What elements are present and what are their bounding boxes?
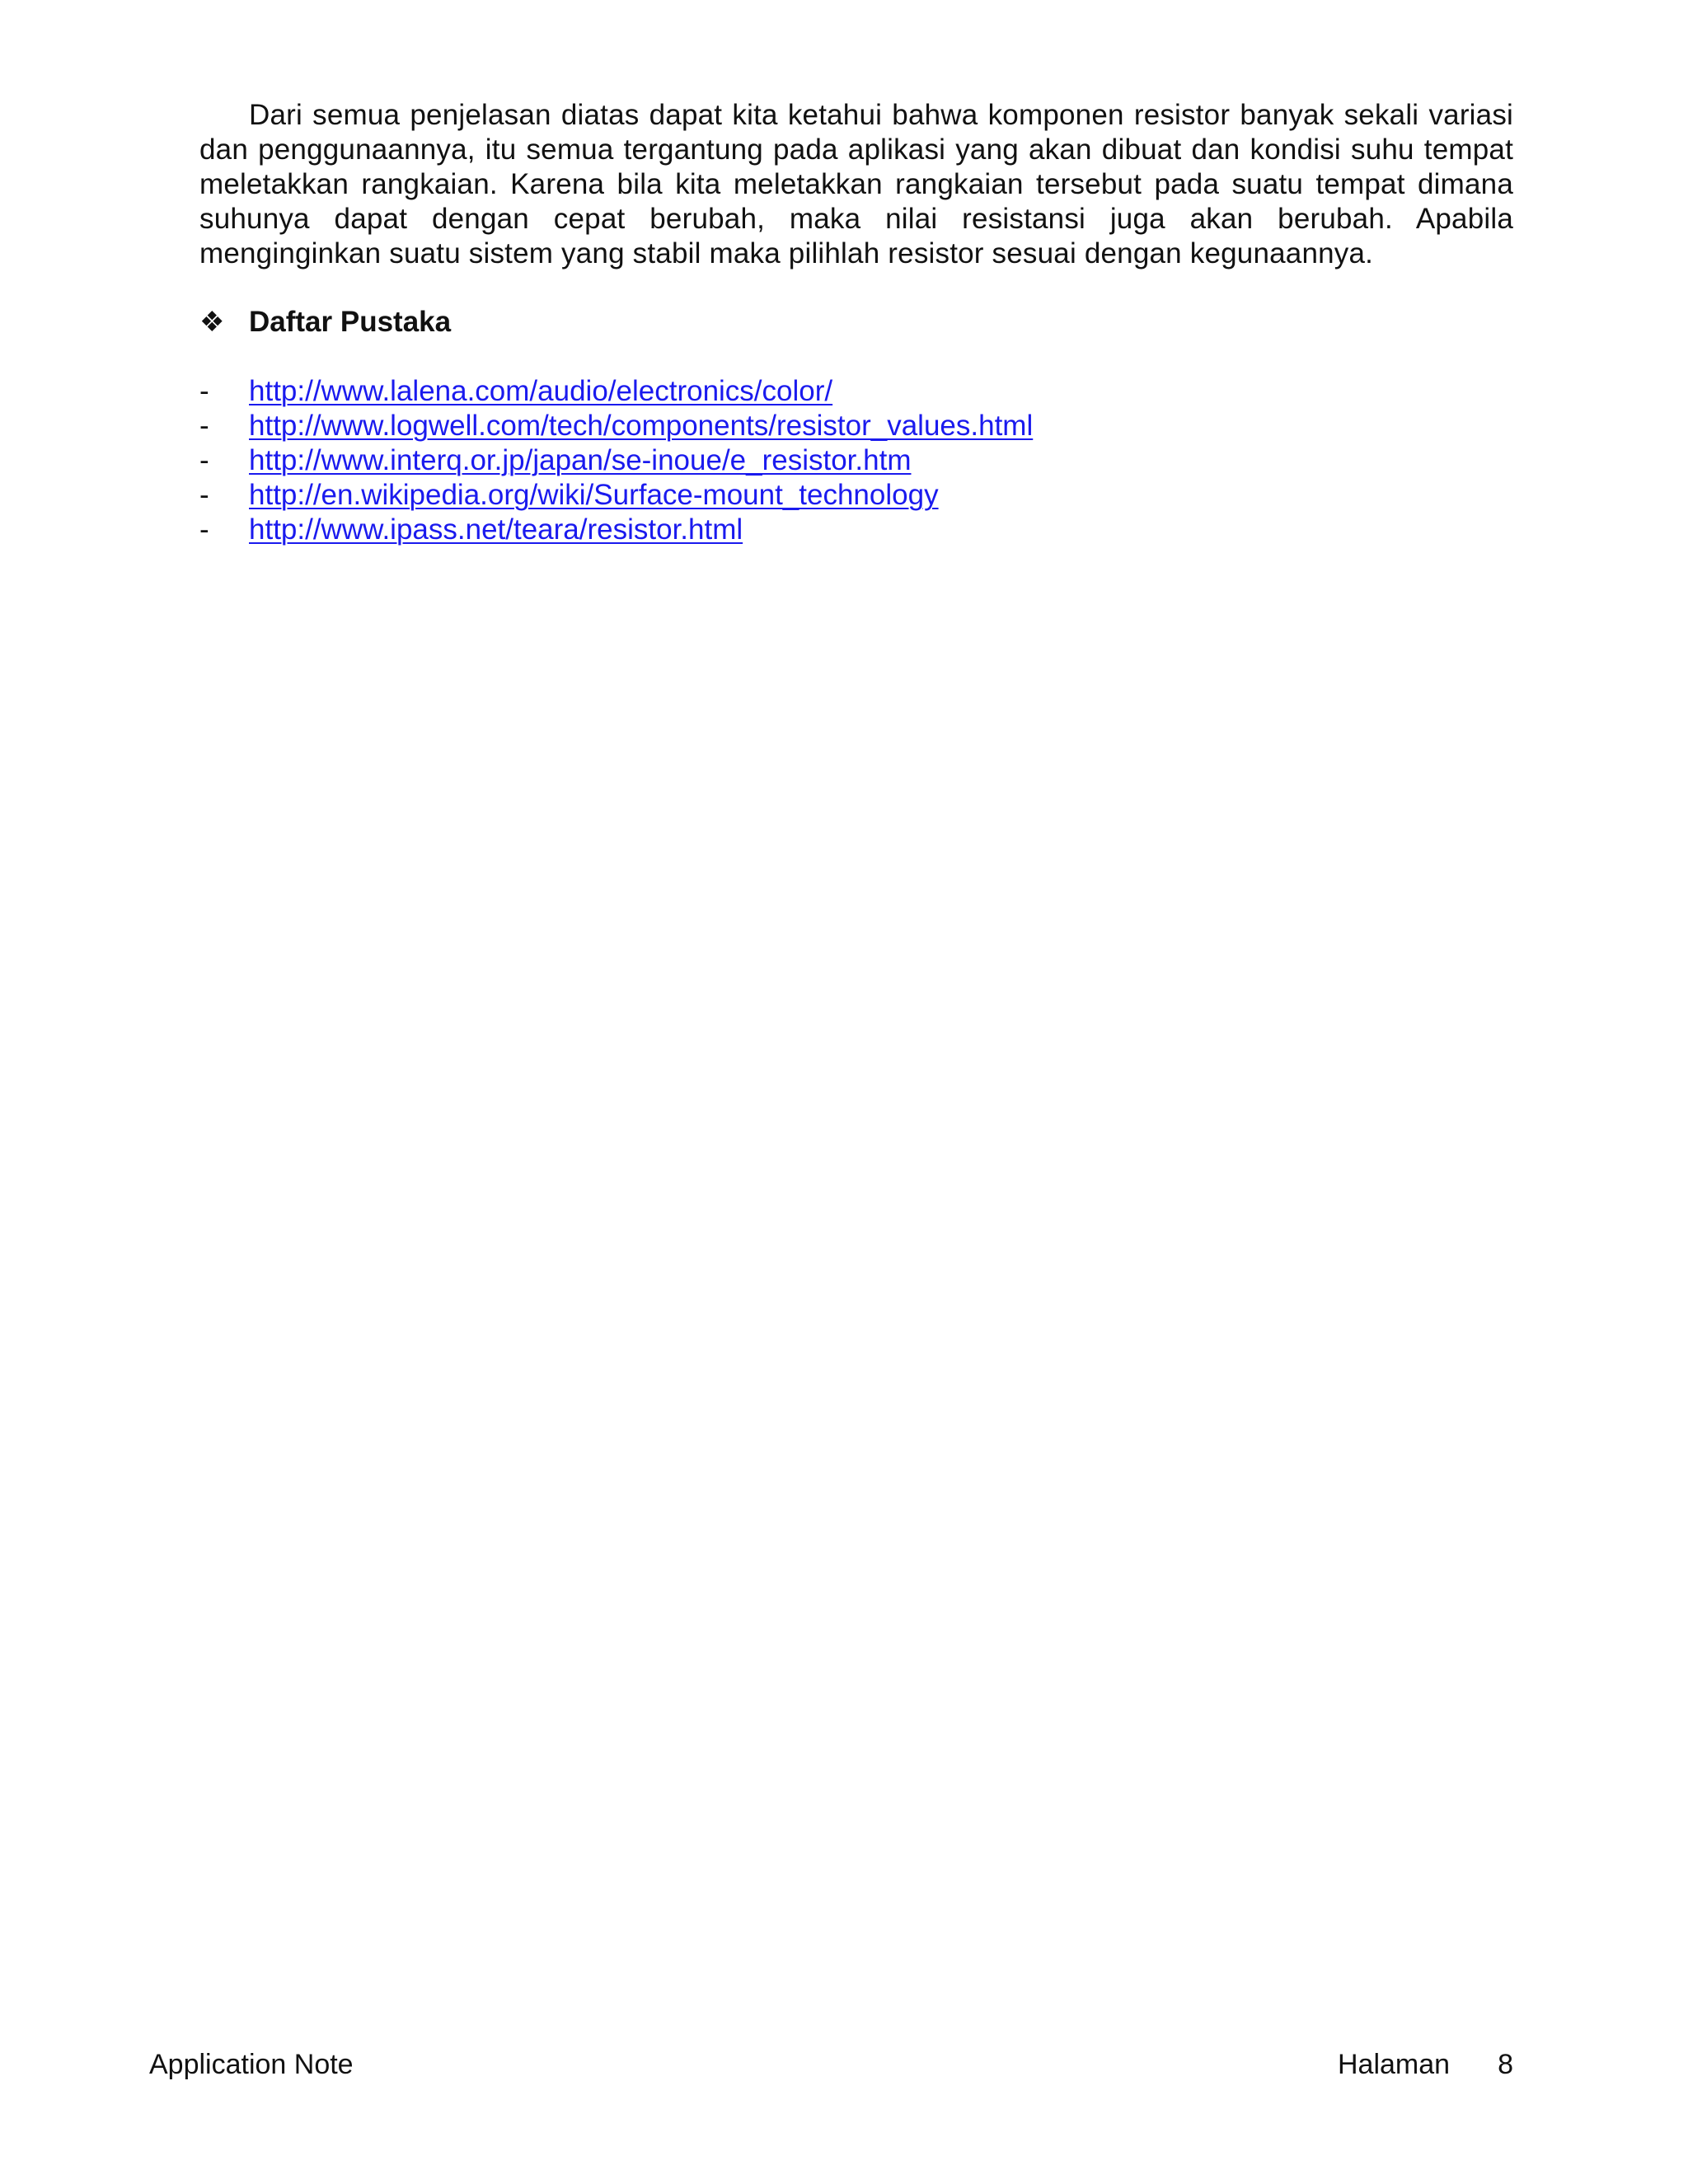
list-dash: -: [199, 513, 209, 546]
reference-item: [199, 478, 1513, 513]
list-dash: -: [199, 444, 209, 476]
references-heading: [199, 305, 1513, 340]
page-label: Halaman: [1338, 2049, 1451, 2080]
list-dash: -: [199, 375, 209, 407]
list-dash: -: [199, 479, 209, 511]
list-dash: -: [199, 410, 209, 442]
reference-item: [199, 374, 1513, 409]
reference-link[interactable]: http://www.ipass.net/teara/resistor.html: [249, 513, 743, 546]
page-number: 8: [1498, 2049, 1513, 2080]
body-paragraph: Dari semua penjelasan diatas dapat kita ketahui bahwa komponen resistor banyak sekali variasi dan penggunaannya, itu semua tergantung pada aplikasi yang akan dibuat dan kondisi suhu tempat meletakkan rangkaian. Karena bila kita meletakkan rangkaian tersebut pada suatu tempat dimana suhunya dapat dengan cepat berubah, maka nilai resistansi juga akan berubah. Apabila menginginkan suatu sistem yang stabil maka pilihlah resistor sesuai dengan kegunaannya.: [199, 99, 1513, 269]
reference-link[interactable]: http://en.wikipedia.org/wiki/Surface-mount_technology: [249, 479, 939, 511]
references-title: Daftar Pustaka: [249, 306, 452, 338]
footer-title: Application Note: [149, 2049, 354, 2080]
reference-link[interactable]: http://www.logwell.com/tech/components/resistor_values.html: [249, 410, 1034, 442]
footer-page-info: [1338, 2047, 1513, 2082]
reference-item: [199, 409, 1513, 443]
diamond-bullet-icon: ❖: [199, 307, 225, 338]
reference-link[interactable]: http://www.interq.or.jp/japan/se-inoue/e_resistor.htm: [249, 444, 912, 476]
page-footer: [149, 2047, 1513, 2082]
reference-list: [199, 374, 1513, 547]
reference-item: [199, 443, 1513, 478]
reference-item: [199, 513, 1513, 547]
reference-link[interactable]: http://www.lalena.com/audio/electronics/color/: [249, 375, 833, 407]
page-content: [199, 98, 1513, 547]
